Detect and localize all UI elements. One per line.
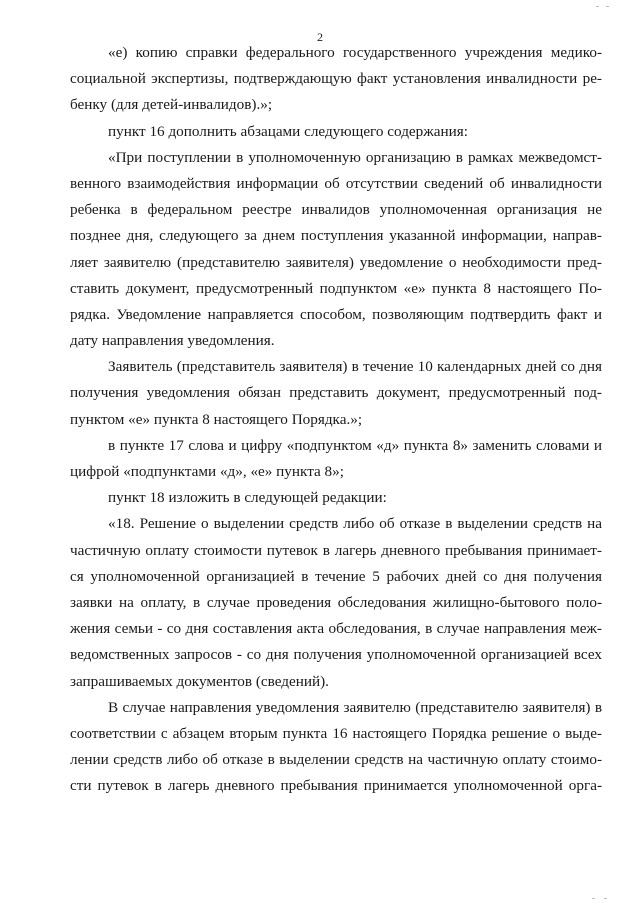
text-line: ведомственных запросов - со дня получения уполномоченной организацией всех xyxy=(70,646,602,664)
document-body xyxy=(70,40,602,799)
paragraph-p6 xyxy=(70,485,602,511)
text-line: социальной экспертизы, подтверждающую факт установления инвалидности ре- xyxy=(70,70,602,88)
text-line: бенку (для детей-инвалидов).»; xyxy=(70,96,273,114)
text-line: соответствии с абзацем вторым пункта 16 настоящего Порядка решение о выде- xyxy=(70,724,602,742)
scan-speck xyxy=(604,898,607,899)
text-line: частичную оплату стоимости путевок в лагерь дневного пребывания принимает- xyxy=(70,541,602,559)
text-line: пункт 18 изложить в следующей редакции: xyxy=(108,489,387,507)
text-line: ставить документ, предусмотренный подпунктом «е» пункта 8 настоящего По- xyxy=(70,279,602,297)
paragraph-p3 xyxy=(70,145,602,355)
paragraph-p8 xyxy=(70,695,602,800)
page-number: 2 xyxy=(317,30,323,44)
text-line: «При поступлении в уполномоченную организацию в рамках межведомст- xyxy=(108,148,602,166)
paragraph-p5 xyxy=(70,433,602,485)
text-line: Заявитель (представитель заявителя) в течение 10 календарных дней со дня xyxy=(108,358,602,376)
text-line: пункт 16 дополнить абзацами следующего содержания: xyxy=(108,122,468,140)
text-line: запрашиваемых документов (сведений). xyxy=(70,672,329,690)
text-line: «е) копию справки федерального государственного учреждения медико- xyxy=(108,44,602,61)
text-line: цифрой «подпунктами «д», «е» пункта 8»; xyxy=(70,463,344,480)
text-line: дату направления уведомления. xyxy=(70,332,275,350)
text-line: В случае направления уведомления заявителю (представителю заявителя) в xyxy=(108,698,602,716)
text-line: венного взаимодействия информации об отсутствии сведений об инвалидности xyxy=(70,174,602,192)
text-line: жения семьи - со дня составления акта обследования, в случае направления меж- xyxy=(70,620,602,638)
text-line: получения уведомления обязан представить документ, предусмотренный под- xyxy=(70,384,602,402)
paragraph-p2 xyxy=(70,119,602,145)
scan-speck xyxy=(596,6,599,7)
paragraph-p1 xyxy=(70,40,602,119)
paragraph-p7 xyxy=(70,511,602,694)
text-line: пунктом «е» пункта 8 настоящего Порядка.»; xyxy=(70,410,363,428)
text-line: сти путевок в лагерь дневного пребывания принимается уполномоченной орга- xyxy=(70,777,602,795)
scan-speck xyxy=(606,6,609,7)
text-line: позднее дня, следующего за днем поступления указанной информации, направ- xyxy=(70,227,602,245)
text-line: заявки на оплату, в случае проведения обследования жилищно-бытового поло- xyxy=(70,593,602,611)
text-line: ляет заявителю (представителю заявителя) уведомление о необходимости пред- xyxy=(70,253,602,271)
text-line: ребенка в федеральном реестре инвалидов уполномоченная организация не xyxy=(70,201,602,219)
text-line: ся уполномоченной организацией в течение 5 рабочих дней со дня получения xyxy=(70,567,602,585)
scan-speck xyxy=(592,898,595,899)
text-line: лении средств либо об отказе в выделении средств на частичную оплату стоимо- xyxy=(70,751,602,769)
text-line: «18. Решение о выделении средств либо об отказе в выделении средств на xyxy=(108,515,602,533)
text-line: рядка. Уведомление направляется способом, позволяющим подтвердить факт и xyxy=(70,305,602,323)
text-line: в пункте 17 слова и цифру «подпунктом «д» пункта 8» заменить словами и xyxy=(108,436,602,454)
paragraph-p4 xyxy=(70,354,602,433)
